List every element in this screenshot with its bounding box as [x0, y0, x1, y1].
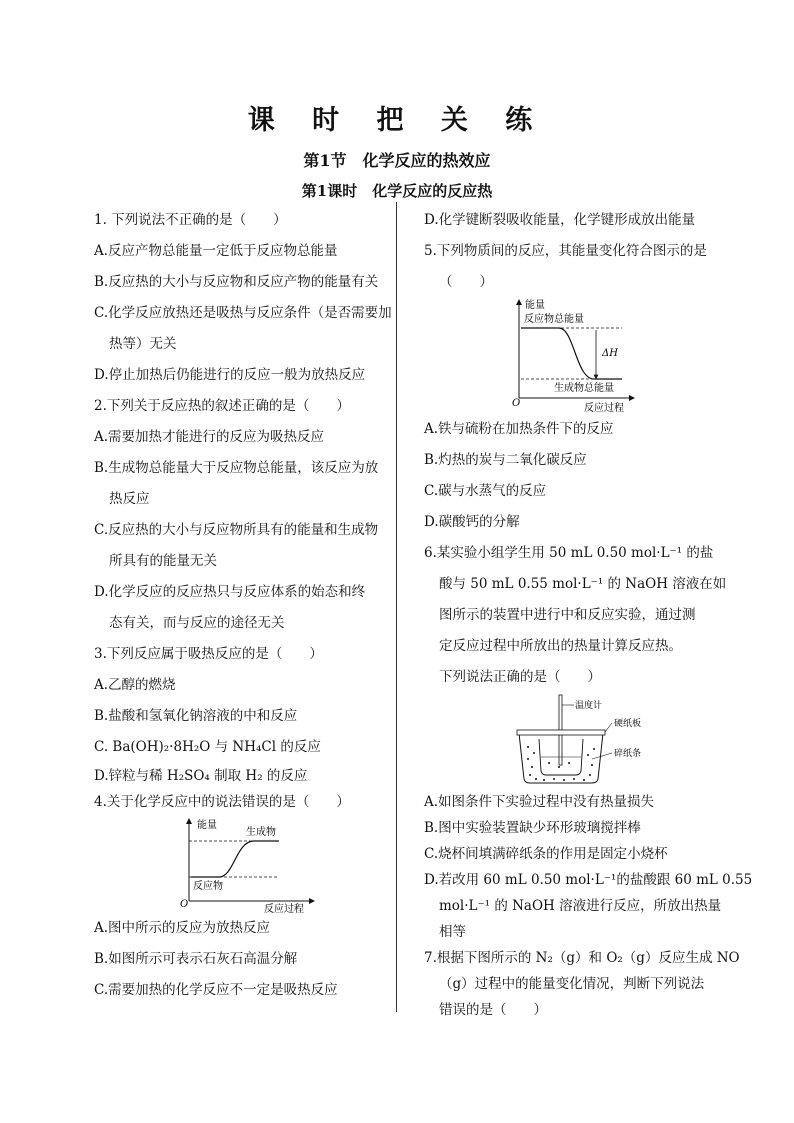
- left-column: [94, 205, 392, 1006]
- q6-calorimeter-diagram: [424, 693, 722, 789]
- q1-option-c: C.化学反应放热还是吸热与反应条件（是否需要加: [94, 305, 392, 321]
- q4-option-b: B.如图所示可表示石灰石高温分解: [94, 951, 298, 967]
- q4-option-c: C.需要加热的化学反应不一定是吸热反应: [94, 982, 338, 998]
- q7-stem-2: （g）过程中的能量变化情况，判断下列说法: [439, 976, 705, 992]
- q1-option-d: D.停止加热后仍能进行的反应一般为放热反应: [94, 367, 366, 383]
- q7-stem-3: 错误的是（ ）: [439, 1002, 547, 1018]
- q4-energy-diagram: [94, 815, 392, 913]
- q3-option-d: D.锌粒与稀 H₂SO₄ 制取 H₂ 的反应: [94, 768, 308, 784]
- q5-energy-diagram: [424, 298, 722, 414]
- q6-option-d: D.若改用 60 mL 0.50 mol·L⁻¹的盐酸跟 60 mL 0.55: [424, 872, 753, 888]
- q1-option-c-cont: 热等）无关: [109, 336, 177, 352]
- q2-option-c-cont: 所具有的能量无关: [109, 553, 217, 569]
- q2-option-a: A.需要加热才能进行的反应为吸热反应: [94, 429, 325, 445]
- q4-reactant-label: 反应物: [193, 881, 223, 892]
- q5-answer-paren: （ ）: [439, 274, 493, 290]
- q1-option-a: A.反应产物总能量一定低于反应物总能量: [94, 243, 338, 259]
- q6-option-b: B.图中实验装置缺少环形玻璃搅拌棒: [424, 820, 641, 836]
- q5-option-a: A.铁与硫粉在加热条件下的反应: [424, 421, 614, 437]
- right-column: [424, 205, 753, 1023]
- q4-option-a: A.图中所示的反应为放热反应: [94, 920, 271, 936]
- q5-origin: O: [512, 398, 521, 409]
- q2-option-c: C.反应热的大小与反应物所具有的能量和生成物: [94, 522, 379, 538]
- q5-xlabel: 反应过程: [584, 403, 624, 414]
- q2-option-d: D.化学反应的反应热只与反应体系的始态和终: [94, 584, 366, 600]
- q6-stem-4: 定反应过程中所放出的热量计算反应热。: [439, 638, 682, 654]
- q6-option-c: C.烧杯间填满碎纸条的作用是固定小烧杯: [424, 846, 668, 862]
- q2-stem: 2.下列关于反应热的叙述正确的是（ ）: [94, 398, 350, 414]
- q5-option-c: C.碳与水蒸气的反应: [424, 483, 547, 499]
- q6-stem-1: 6.某实验小组学生用 50 mL 0.50 mol·L⁻¹ 的盐: [424, 545, 714, 561]
- q2-option-b-cont: 热反应: [109, 491, 150, 507]
- q4-ylabel: 能量: [197, 820, 217, 831]
- q5-product-label: 生成物总能量: [554, 383, 614, 394]
- q2-option-d-cont: 态有关，而与反应的途径无关: [109, 615, 285, 631]
- q3-option-a: A.乙醇的燃烧: [94, 677, 176, 693]
- q4-product-label: 生成物: [246, 827, 276, 838]
- q5-reactant-label: 反应物总能量: [524, 314, 584, 325]
- q5-ylabel: 能量: [525, 300, 545, 311]
- q7-stem-1: 7.根据下图所示的 N₂（g）和 O₂（g）反应生成 NO: [424, 950, 740, 966]
- q5-option-d: D.碳酸钙的分解: [424, 514, 520, 530]
- q6-thermometer-label: 温度计: [575, 701, 603, 711]
- q6-stem-2: 酸与 50 mL 0.55 mol·L⁻¹ 的 NaOH 溶液在如: [439, 576, 727, 592]
- section-title: 第1节 化学反应的热效应: [303, 151, 491, 170]
- q6-option-d-cont: mol·L⁻¹ 的 NaOH 溶液进行反应，所放出热量: [439, 898, 722, 914]
- q5-stem: 5.下列物质间的反应，其能量变化符合图示的是: [424, 243, 707, 259]
- q6-board-label: 硬纸板: [614, 719, 642, 729]
- q5-delta-h: ΔH: [602, 348, 618, 359]
- q4-xlabel: 反应过程: [264, 904, 304, 913]
- column-divider: [396, 202, 397, 1012]
- q1-option-b: B.反应热的大小与反应物和反应产物的能量有关: [94, 274, 379, 290]
- q4-option-d: D.化学键断裂吸收能量，化学键形成放出能量: [424, 212, 696, 228]
- q6-option-a: A.如图条件下实验过程中没有热量损失: [424, 794, 655, 810]
- q6-stem-3: 图所示的装置中进行中和反应实验，通过测: [439, 607, 696, 623]
- q6-option-d-cont2: 相等: [439, 924, 466, 940]
- q4-stem: 4.关于化学反应中的说法错误的是（ ）: [94, 794, 350, 810]
- q3-stem: 3.下列反应属于吸热反应的是（ ）: [94, 646, 323, 662]
- q3-option-c: C. Ba(OH)₂·8H₂O 与 NH₄Cl 的反应: [94, 739, 321, 755]
- q6-paper-label: 碎纸条: [614, 749, 642, 759]
- page-title: 课 时 把 关 练: [247, 105, 547, 136]
- q5-option-b: B.灼热的炭与二氧化碳反应: [424, 452, 587, 468]
- q6-stem-5: 下列说法正确的是（ ）: [439, 669, 601, 685]
- q4-origin: O: [180, 899, 189, 910]
- q1-stem: 1. 下列说法不正确的是（ ）: [94, 212, 287, 228]
- lesson-title: 第1课时 化学反应的反应热: [301, 182, 493, 200]
- q2-option-b: B.生成物总能量大于反应物总能量，该反应为放: [94, 460, 379, 476]
- q3-option-b: B.盐酸和氢氧化钠溶液的中和反应: [94, 708, 298, 724]
